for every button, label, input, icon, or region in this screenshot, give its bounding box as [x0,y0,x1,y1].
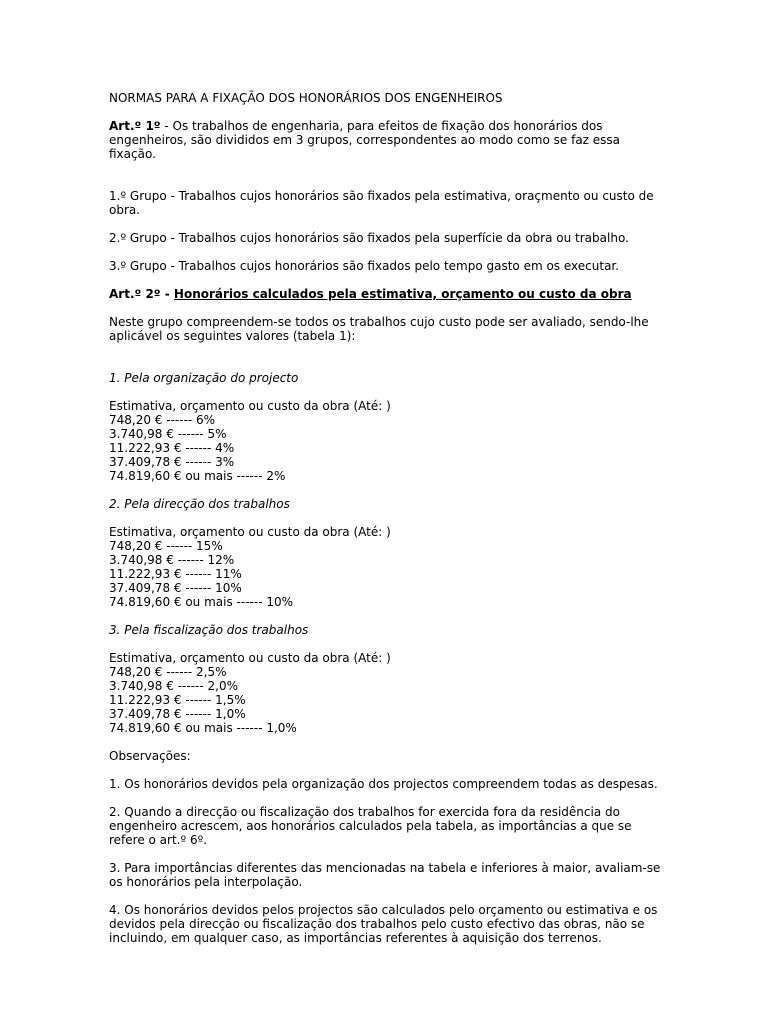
article-1-paragraph [109,119,669,161]
section-1-rates [109,413,669,483]
document-title: NORMAS PARA A FIXAÇÃO DOS HONORÁRIOS DOS ENGENHEIROS [109,91,503,105]
rate-line: 3.740,98 € ------ 5% [109,427,227,441]
rate-line: 11.222,93 € ------ 4% [109,441,235,455]
section-3-heading: 3. Pela fiscalização dos trabalhos [109,623,309,637]
group-2-paragraph: 2.º Grupo - Trabalhos cujos honorários são fixados pela superfície da obra ou trabalho. [109,231,629,245]
article-2-heading: Honorários calculados pela estimativa, orçamento ou custo da obra [173,287,632,301]
article-2-paragraph [109,287,669,301]
document-page [109,91,669,945]
rate-line: 37.409,78 € ------ 10% [109,581,242,595]
rate-line: 74.819,60 € ou mais ------ 1,0% [109,721,297,735]
article-2-dash: - [160,287,174,301]
rate-line: 37.409,78 € ------ 3% [109,455,235,469]
observation-2: 2. Quando a direcção ou fiscalização dos trabalhos for exercida fora da residência do engenheiro acrescem, aos honorários calculados pela tabela, as importâncias a que se refere o art.º 6º. [109,805,632,847]
observation-3: 3. Para importâncias diferentes das mencionadas na tabela e inferiores à maior, avaliam-se os honorários pela interpolação. [109,861,661,889]
section-2-rates [109,539,669,609]
rate-line: 748,20 € ------ 6% [109,413,216,427]
rate-line: 74.819,60 € ou mais ------ 2% [109,469,286,483]
rate-line: 3.740,98 € ------ 12% [109,553,235,567]
rate-line: 748,20 € ------ 15% [109,539,223,553]
rate-line: 74.819,60 € ou mais ------ 10% [109,595,294,609]
section-3-caption: Estimativa, orçamento ou custo da obra (Até: ) [109,651,391,665]
article-2-label: Art.º 2º [109,287,161,301]
article-1-label: Art.º 1º [109,119,161,133]
rate-line: 3.740,98 € ------ 2,0% [109,679,238,693]
section-3-rates [109,665,669,735]
section-2-heading: 2. Pela direcção dos trabalhos [109,497,290,511]
section-2-caption: Estimativa, orçamento ou custo da obra (Até: ) [109,525,391,539]
group-3-paragraph: 3.º Grupo - Trabalhos cujos honorários são fixados pelo tempo gasto em os executar. [109,259,620,273]
observation-4: 4. Os honorários devidos pelos projectos são calculados pelo orçamento ou estimativa e os devidos pela direcção ou fiscalização dos trabalhos pelo custo efectivo das obras, não se incluindo, em qualquer caso, as importâncias referentes à aquisição dos terrenos. [109,903,658,945]
article-1-text: - Os trabalhos de engenharia, para efeitos de fixação dos honorários dos engenheiros, são divididos em 3 grupos, correspondentes ao modo como se faz essa fixação. [109,119,621,161]
observations-label: Observações: [109,749,191,763]
intro-paragraph: Neste grupo compreendem-se todos os trabalhos cujo custo pode ser avaliado, sendo-lhe aplicável os seguintes valores (tabela 1): [109,315,649,343]
section-1-heading: 1. Pela organização do projecto [109,371,299,385]
rate-line: 37.409,78 € ------ 1,0% [109,707,246,721]
rate-line: 11.222,93 € ------ 1,5% [109,693,246,707]
section-1-caption: Estimativa, orçamento ou custo da obra (Até: ) [109,399,391,413]
group-1-paragraph: 1.º Grupo - Trabalhos cujos honorários são fixados pela estimativa, oraçmento ou custo de obra. [109,189,654,217]
rate-line: 11.222,93 € ------ 11% [109,567,242,581]
observation-1: 1. Os honorários devidos pela organização dos projectos compreendem todas as despesas. [109,777,658,791]
rate-line: 748,20 € ------ 2,5% [109,665,227,679]
